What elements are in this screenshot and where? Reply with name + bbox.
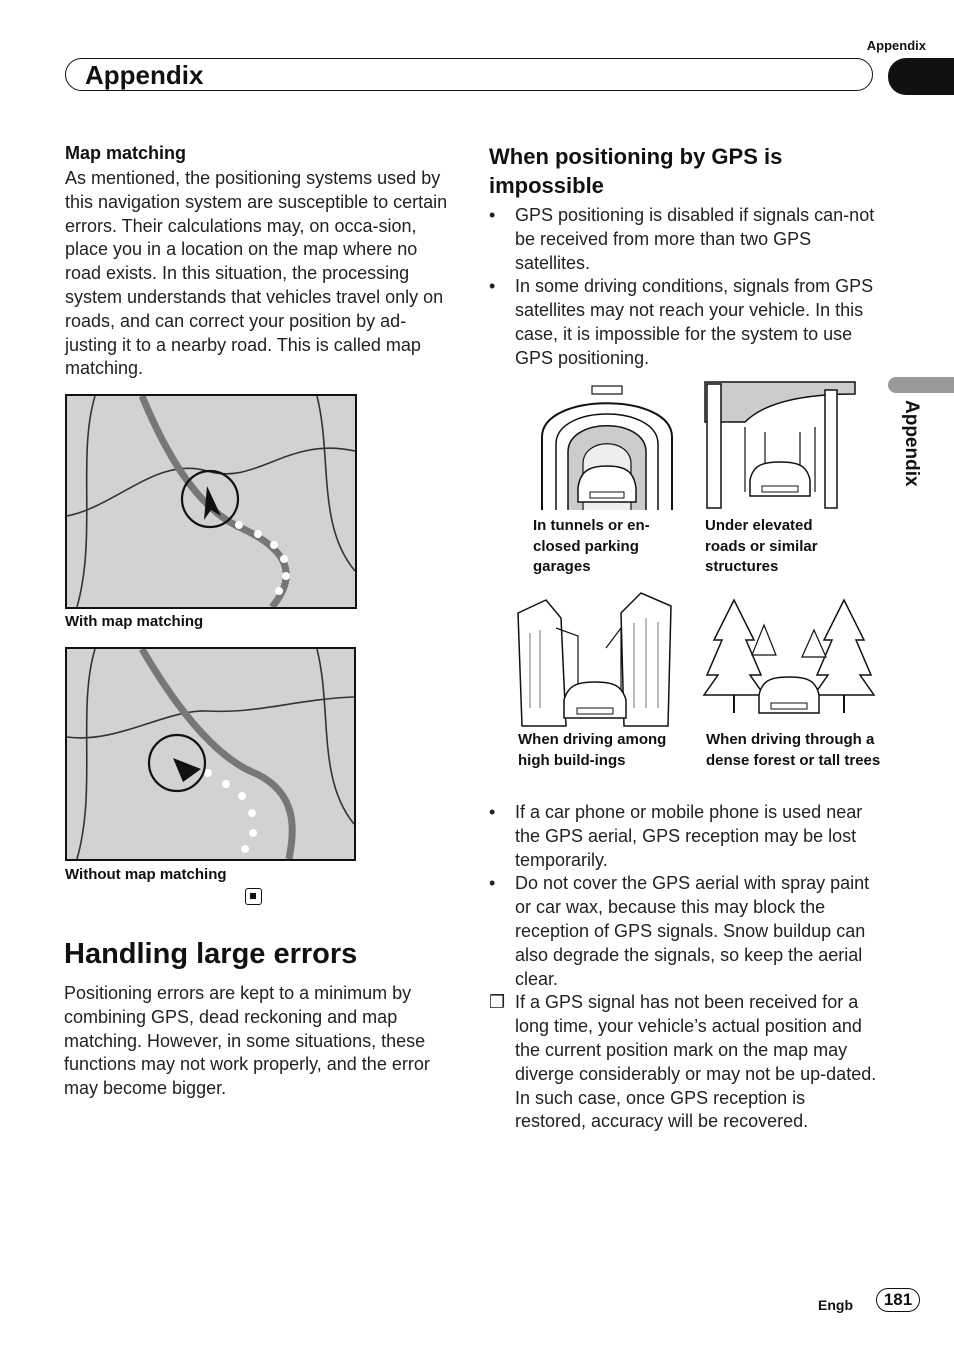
list-item [489,872,879,991]
list-item [489,801,879,872]
list-item-text: If a car phone or mobile phone is used near the GPS aerial, GPS reception may be lost temporarily. [515,802,863,870]
gps-impossible-heading: When positioning by GPS is impossible [489,144,783,198]
map-without-matching-drawing [67,649,354,859]
illustration-caption-elevated: Under elevated roads or similar structures [705,517,818,575]
bullet-icon: • [489,802,496,822]
gps-conditions-list [489,204,875,371]
illustration-caption-buildings: When driving among high build-ings [518,731,667,769]
handling-errors-paragraph: Positioning errors are kept to a minimum by combining GPS, dead reckoning and map matching. However, in some situations, these functions may not work properly, and the error may become bigger. [64,983,430,1099]
elevated-road-illustration [705,382,855,510]
end-of-section-icon [245,888,262,905]
tunnel-car-illustration [538,382,676,510]
list-item-text: Do not cover the GPS aerial with spray paint or car wax, because this may block the reception of GPS signals. Snow buildup can also degrade the signals, so keep the aerial clear. [515,873,870,989]
bullet-icon: • [489,873,496,894]
list-item [489,204,875,275]
illustration-caption-forest: When driving through a dense forest or tall trees [706,731,881,769]
note-checkbox-icon: ❒ [489,992,506,1013]
bullet-icon: • [489,205,496,225]
forest-illustration [704,595,874,725]
side-tab-label: Appendix [901,400,922,487]
figure-caption-without-matching: Without map matching [65,866,227,883]
list-item-text: If a GPS signal has not been received for a long time, your vehicle’s actual position and the current position mark on the map may diverge considerably or may not be up-dated. In such case, once GPS reception is restored, accuracy will be recovered. [515,992,877,1132]
high-buildings-illustration [516,588,674,726]
page-number: 181 [876,1288,920,1312]
running-header-label: Appendix [866,38,926,53]
footer-language-code: Engb [818,1297,853,1313]
handling-errors-heading: Handling large errors [64,938,358,970]
map-with-matching-drawing [67,396,355,607]
map-without-matching-figure [65,647,356,861]
bullet-icon: • [489,276,496,297]
gps-notes-list [489,801,879,1134]
figure-caption-with-matching: With map matching [65,613,204,630]
side-tab-marker [888,377,954,393]
illustration-caption-tunnel: In tunnels or en-closed parking garages [533,517,650,575]
section-tab-marker [888,58,954,95]
list-item-text: GPS positioning is disabled if signals can-not be received from more than two GPS satellites. [515,205,875,273]
list-item [489,991,879,1134]
map-matching-heading: Map matching [65,143,187,163]
list-item [489,275,875,370]
map-matching-paragraph: As mentioned, the positioning systems used by this navigation system are susceptible to certain errors. Their calculations may, on occa-sion, place you in a location on the map where no road exists. In this situation, the processing system understands that vehicles travel only on roads, and can correct your position by ad-justing it to a nearby road. This is called map matching. [65,168,448,379]
section-title: Appendix [85,60,204,90]
list-item-text: In some driving conditions, signals from GPS satellites may not reach your vehicle. In this case, it is impossible for the system to use GPS positioning. [515,276,874,368]
side-tab [884,400,936,510]
map-with-matching-figure [65,394,357,609]
